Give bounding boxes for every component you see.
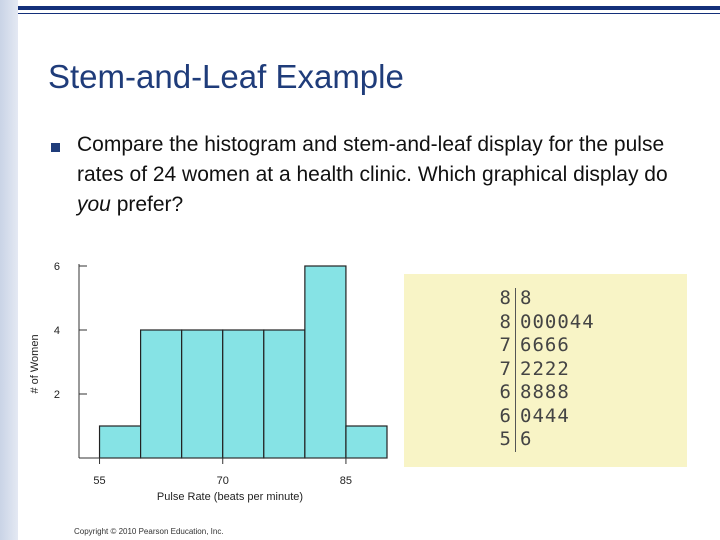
bullet-text	[77, 130, 697, 220]
histogram-bar	[223, 330, 264, 458]
histogram-bar	[264, 330, 305, 458]
histogram-bar	[100, 426, 141, 458]
header-rule-thin	[18, 13, 720, 14]
leaf-values: 0444	[520, 404, 570, 427]
histogram-bar	[305, 266, 346, 458]
leaf-values: 8	[520, 287, 533, 309]
copyright-text: Copyright © 2010 Pearson Education, Inc.	[74, 527, 224, 536]
stem-value: 8	[499, 310, 511, 333]
leaf-column	[520, 287, 595, 452]
stem-value: 7	[499, 334, 511, 356]
histogram-x-tick-label: 85	[339, 475, 353, 487]
bullet-text-emphasis: you	[77, 193, 111, 216]
leaf-values: 000044	[520, 310, 595, 333]
stem-value: 8	[499, 287, 511, 309]
stem-and-leaf-panel	[404, 274, 687, 467]
histogram-chart	[22, 248, 392, 538]
stem-value: 7	[499, 357, 511, 380]
histogram-x-tick-label: 70	[216, 475, 229, 487]
bullet-text-before: Compare the histogram and stem-and-leaf display for the pulse rates of 24 women at a health clinic. Which graphical display do	[77, 133, 668, 186]
histogram-bar	[346, 426, 387, 458]
histogram-x-tick-label: 55	[93, 475, 106, 487]
left-accent-bar	[0, 0, 18, 540]
stem-column	[493, 287, 511, 452]
bullet-text-after: prefer?	[110, 193, 184, 216]
histogram-bar	[141, 330, 182, 458]
header-rule-thick	[18, 6, 720, 10]
bullet-square-icon	[51, 143, 60, 152]
histogram-y-tick-label: 6	[53, 261, 60, 273]
stem-value: 5	[499, 428, 511, 450]
slide-title: Stem-and-Leaf Example	[48, 58, 404, 95]
histogram-y-tick-label: 4	[53, 325, 60, 337]
histogram-x-axis-label: Pulse Rate (beats per minute)	[156, 491, 304, 503]
leaf-values: 6666	[520, 334, 570, 356]
leaf-values: 8888	[520, 381, 570, 403]
histogram-y-tick-label: 2	[53, 389, 60, 401]
histogram-y-axis-label: # of Women	[29, 334, 41, 394]
histogram-bar	[182, 330, 223, 458]
leaf-values: 2222	[520, 357, 570, 380]
stem-leaf-divider	[515, 288, 516, 452]
stem-value: 6	[499, 404, 511, 427]
leaf-values: 6	[520, 428, 533, 450]
stem-value: 6	[499, 381, 511, 403]
